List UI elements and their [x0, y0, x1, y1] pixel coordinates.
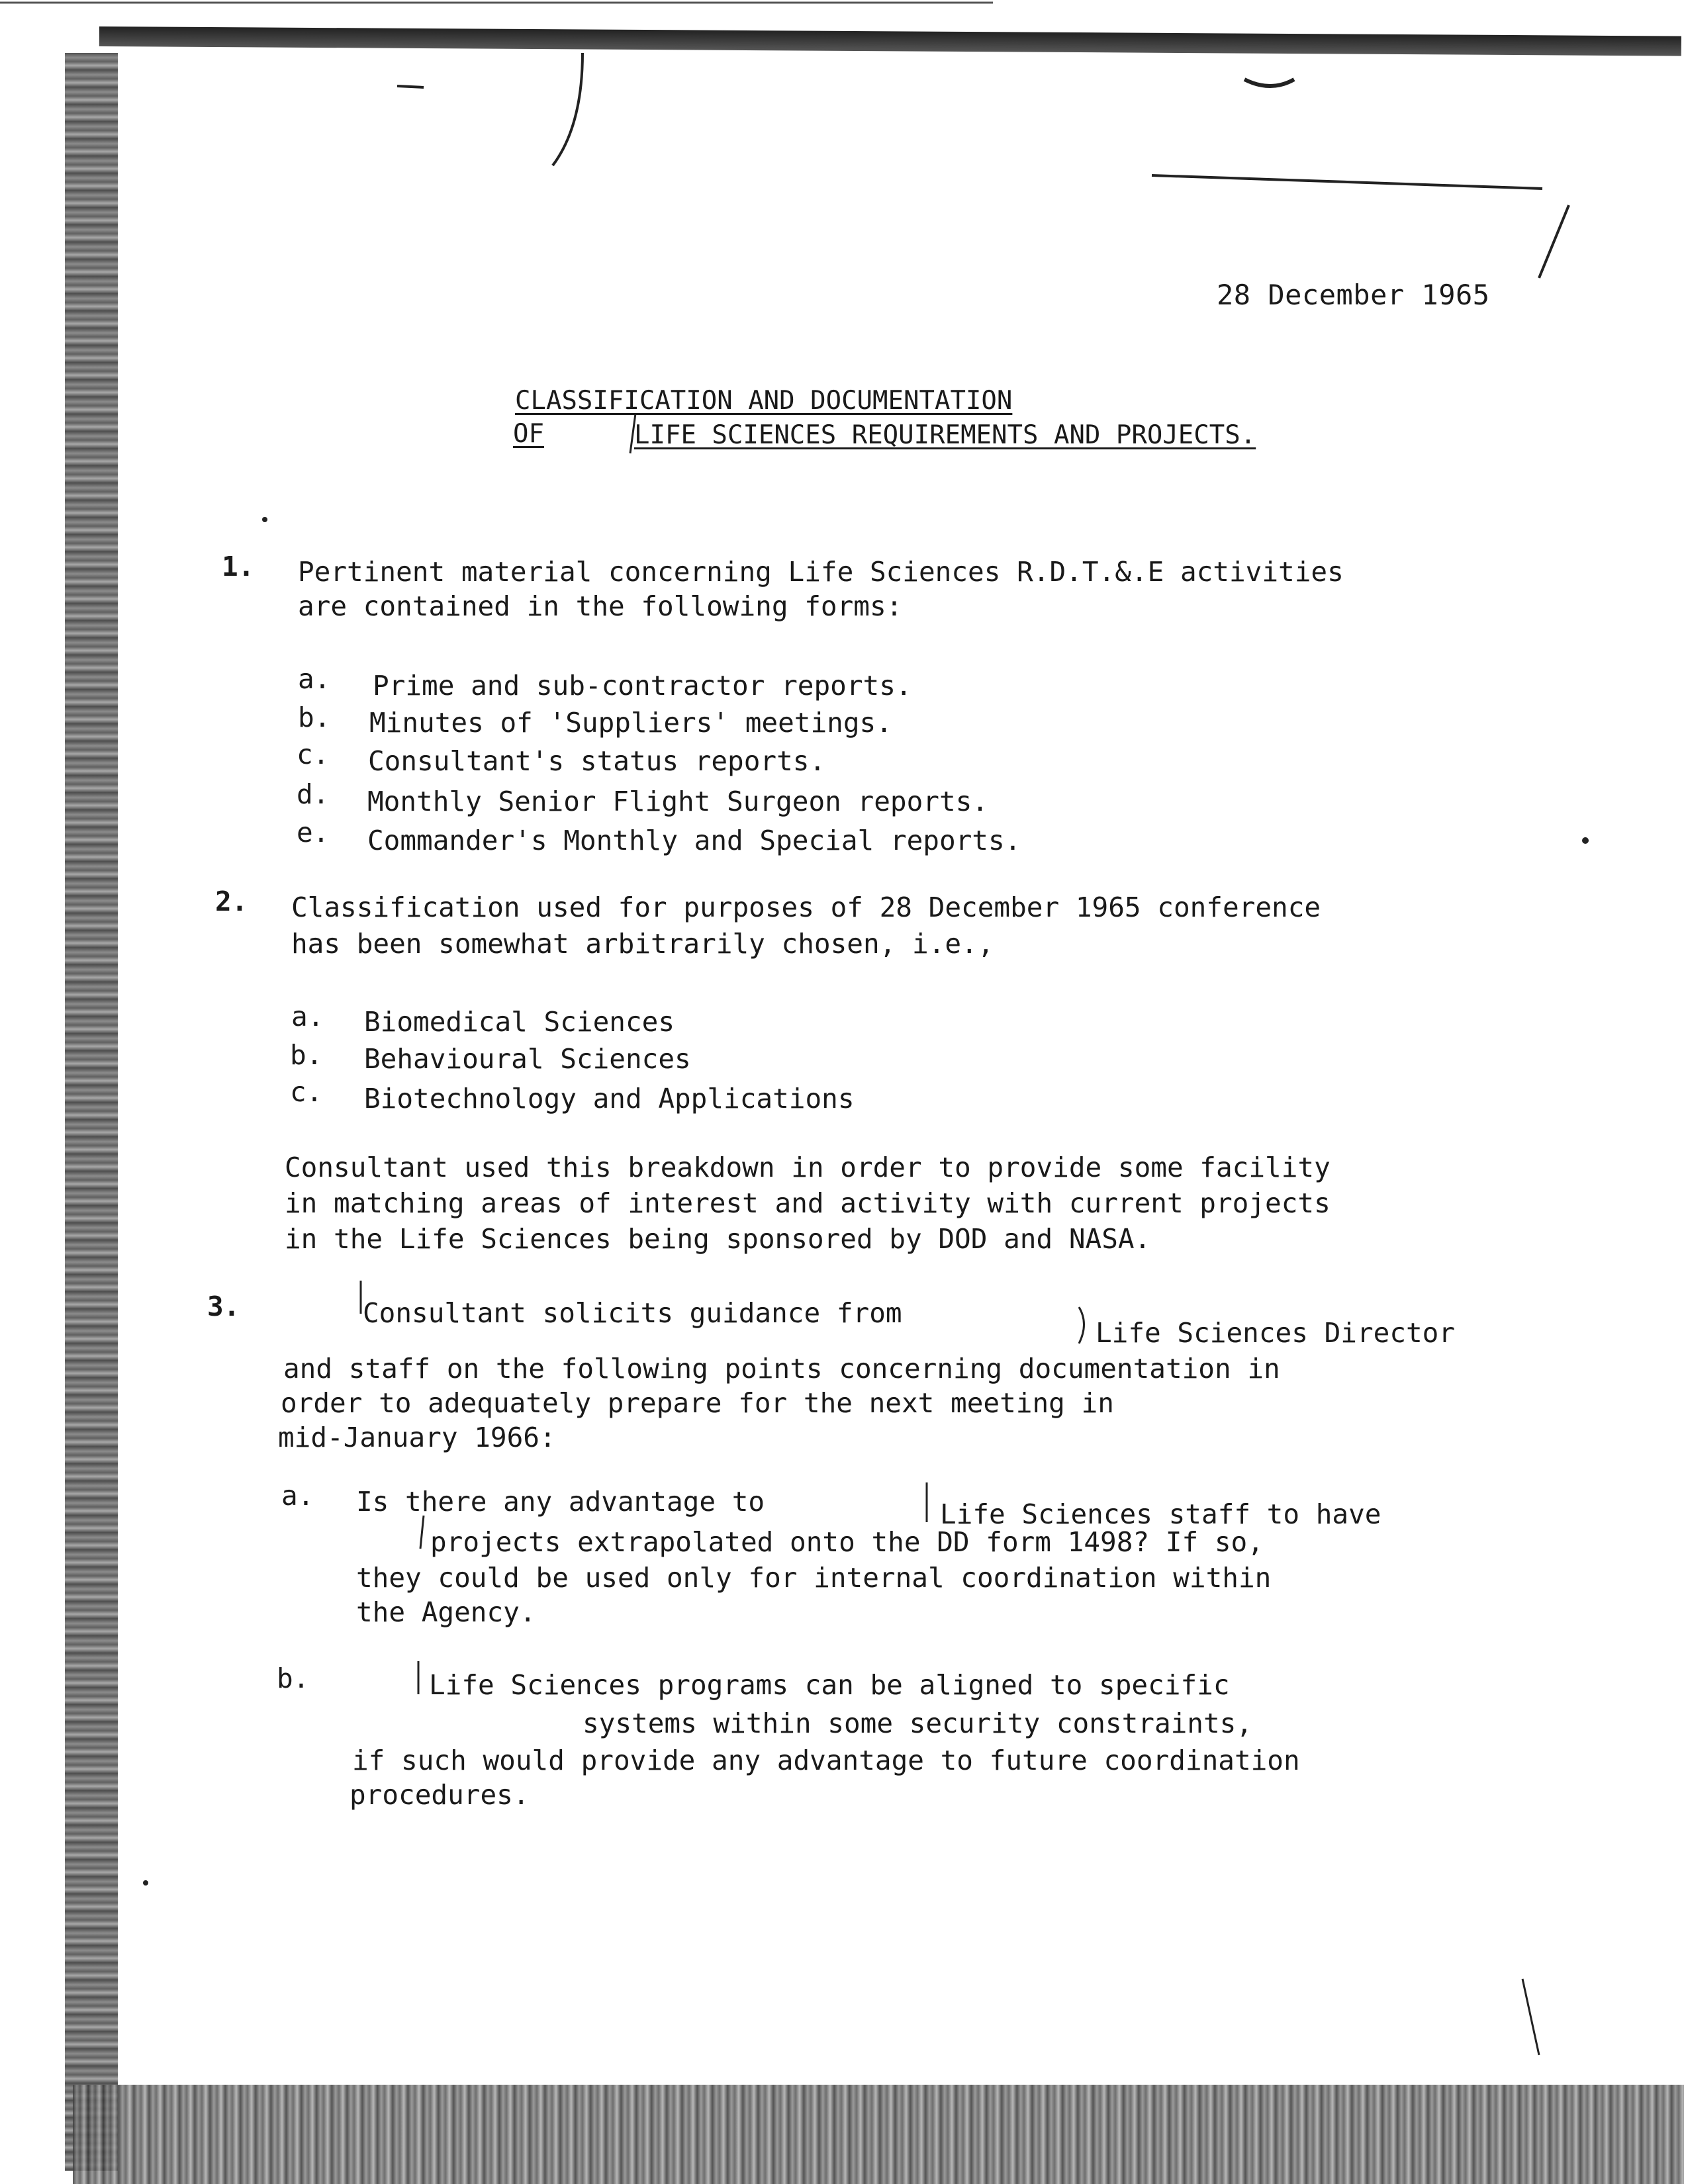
section-3-item-a-line-1b: Life Sciences staff to have — [940, 1498, 1381, 1530]
section-3-item-b-line-2: systems within some security constraints, — [583, 1707, 1253, 1739]
section-2-closing-line-2: in matching areas of interest and activity with current projects — [285, 1187, 1331, 1219]
title-line-2-prefix: OF — [513, 419, 544, 449]
section-3-item-a-line-1a: Is there any advantage to — [356, 1486, 765, 1518]
section-2-item-a-letter: a. — [291, 1001, 324, 1032]
section-3-line-1a: Consultant solicits guidance from — [363, 1297, 902, 1329]
section-3-item-b-line-4: procedures. — [350, 1779, 530, 1811]
section-2-closing-line-1: Consultant used this breakdown in order to provide some facility — [285, 1152, 1331, 1183]
section-3-item-b-line-3: if such would provide any advantage to future coordination — [352, 1745, 1300, 1776]
section-2-line-1: Classification used for purposes of 28 December 1965 conference — [291, 891, 1321, 923]
section-1-number: 1. — [222, 551, 255, 582]
section-3-item-b-letter: b. — [277, 1662, 310, 1694]
section-3-line-1b: Life Sciences Director — [1096, 1317, 1456, 1349]
title-line-2: LIFE SCIENCES REQUIREMENTS AND PROJECTS. — [634, 420, 1256, 450]
section-3-item-a-line-2: projects extrapolated onto the DD form 1498? If so, — [430, 1526, 1264, 1558]
section-3-line-2: and staff on the following points concerning documentation in — [283, 1353, 1280, 1385]
section-3-item-a-line-4: the Agency. — [356, 1596, 536, 1628]
section-1-item-b-letter: b. — [298, 702, 331, 733]
section-1-item-a-letter: a. — [298, 663, 331, 695]
section-1-item-d-letter: d. — [297, 778, 330, 810]
section-1-line-1: Pertinent material concerning Life Sciences R.D.T.&.E activities — [298, 556, 1344, 588]
section-1-item-a: Prime and sub-contractor reports. — [373, 670, 912, 702]
section-1-item-b: Minutes of 'Suppliers' meetings. — [369, 707, 892, 739]
title-line-1: CLASSIFICATION AND DOCUMENTATION — [515, 386, 1013, 416]
section-1-item-d: Monthly Senior Flight Surgeon reports. — [367, 786, 988, 817]
section-2-line-2: has been somewhat arbitrarily chosen, i.e., — [291, 928, 994, 960]
section-2-closing-line-3: in the Life Sciences being sponsored by DOD and NASA. — [285, 1223, 1151, 1255]
section-2-item-b-letter: b. — [290, 1039, 323, 1071]
section-1-item-e: Commander's Monthly and Special reports. — [367, 825, 1021, 856]
section-3-item-a-letter: a. — [281, 1480, 314, 1512]
section-3-line-3: order to adequately prepare for the next meeting in — [281, 1387, 1114, 1419]
section-2-item-a: Biomedical Sciences — [364, 1006, 675, 1038]
section-1-item-e-letter: e. — [297, 817, 330, 848]
section-3-number: 3. — [207, 1291, 240, 1322]
section-2-item-b: Behavioural Sciences — [364, 1043, 691, 1075]
section-2-item-c-letter: c. — [290, 1076, 323, 1108]
section-3-item-b-line-1: Life Sciences programs can be aligned to specific — [429, 1669, 1230, 1701]
section-3-item-a-line-3: they could be used only for internal coordination within — [356, 1562, 1272, 1594]
section-3-line-4: mid-January 1966: — [278, 1422, 556, 1453]
document-date: 28 December 1965 — [1217, 279, 1490, 311]
section-1-item-c: Consultant's status reports. — [368, 745, 826, 777]
section-2-number: 2. — [215, 886, 248, 917]
section-2-item-c: Biotechnology and Applications — [364, 1083, 855, 1115]
section-1-line-2: are contained in the following forms: — [298, 590, 903, 622]
section-1-item-c-letter: c. — [297, 739, 330, 770]
